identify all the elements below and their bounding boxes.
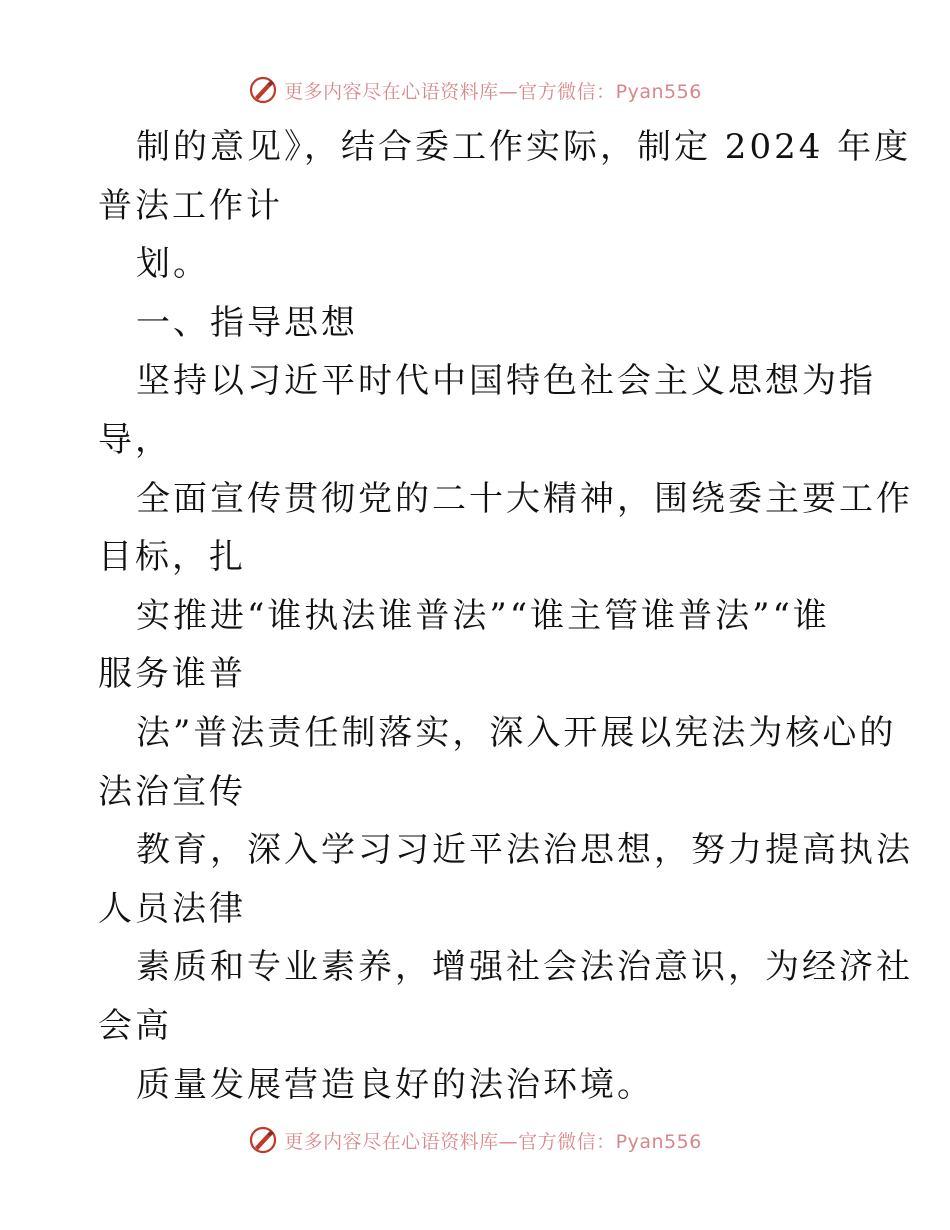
text-line: 服务谁普 <box>98 654 246 695</box>
text-line: 坚持以习近平时代中国特色社会主义思想为指 <box>136 361 876 402</box>
text-line: 普法工作计 <box>98 185 283 226</box>
footer-watermark <box>0 1120 950 1160</box>
text-line: 全面宣传贯彻党的二十大精神，围绕委主要工作 <box>136 478 913 519</box>
pen-logo-icon <box>248 75 278 105</box>
watermark-text: 更多内容尽在心语资料库—官方微信：Pyan556 <box>284 80 702 103</box>
text-line: 法”普法责任制落实，深入开展以宪法为核心的 <box>136 712 897 753</box>
text-line: 素质和专业素养，增强社会法治意识，为经济社 <box>136 947 913 988</box>
text-line: 会高 <box>98 1005 172 1046</box>
text-line: 实推进“谁执法谁普法”“谁主管谁普法”“谁 <box>136 595 830 636</box>
header-watermark <box>0 70 950 110</box>
text-line: 教育，深入学习习近平法治思想，努力提高执法 <box>136 830 913 871</box>
watermark-text: 更多内容尽在心语资料库—官方微信：Pyan556 <box>284 1130 702 1153</box>
text-line: 导， <box>98 419 172 460</box>
text-line: 质量发展营造良好的法治环境。 <box>136 1064 654 1105</box>
text-line: 法治宣传 <box>98 771 246 812</box>
text-line: 制的意见》，结合委工作实际，制定 2024 年度 <box>136 127 912 167</box>
document-body <box>98 118 913 1114</box>
text-line: 人员法律 <box>98 888 246 929</box>
pen-logo-icon <box>248 1125 278 1155</box>
text-line: 划。 <box>136 244 210 285</box>
text-line: 一、指导思想 <box>136 302 358 343</box>
text-line: 目标，扎 <box>98 537 246 578</box>
